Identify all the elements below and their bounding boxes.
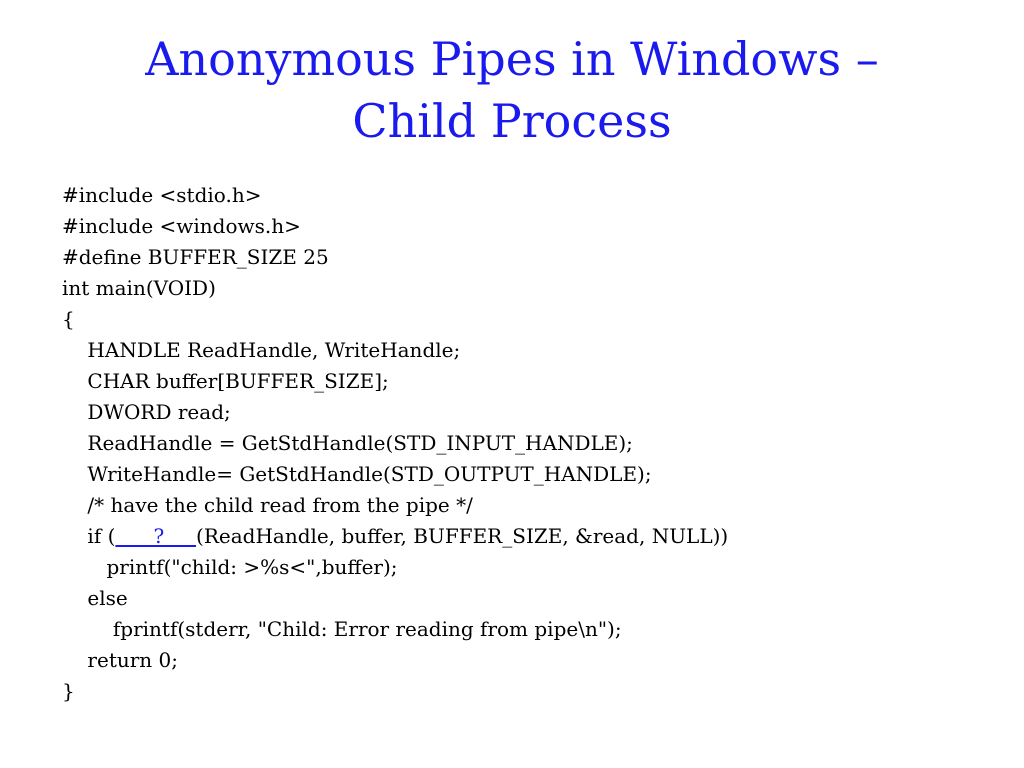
fill-in-blank: ? [115, 524, 197, 548]
code-line-include-stdio: #include <stdio.h> [62, 183, 262, 207]
title-line-1: Anonymous Pipes in Windows – [145, 32, 879, 86]
code-line-write-handle: WriteHandle= GetStdHandle(STD_OUTPUT_HANDLE); [62, 462, 652, 486]
code-line-read-handle: ReadHandle = GetStdHandle(STD_INPUT_HANDLE); [62, 431, 633, 455]
if-suffix: (ReadHandle, buffer, BUFFER_SIZE, &read, NULL)) [196, 524, 729, 548]
code-listing [62, 180, 728, 707]
code-line-include-windows: #include <windows.h> [62, 214, 301, 238]
code-line-comment: /* have the child read from the pipe */ [62, 493, 473, 517]
code-line-fprintf: fprintf(stderr, "Child: Error reading from pipe\n"); [62, 617, 622, 641]
code-line-buffer-decl: CHAR buffer[BUFFER_SIZE]; [62, 369, 389, 393]
code-line-close-brace: } [62, 679, 75, 703]
code-line-define-buffer-size: #define BUFFER_SIZE 25 [62, 245, 329, 269]
code-line-main-signature: int main(VOID) [62, 276, 216, 300]
code-line-open-brace: { [62, 307, 75, 331]
code-line-handle-decl: HANDLE ReadHandle, WriteHandle; [62, 338, 461, 362]
title-line-2: Child Process [352, 94, 672, 148]
slide-title [40, 28, 984, 152]
code-line-printf: printf("child: >%s<",buffer); [62, 555, 398, 579]
code-line-else: else [62, 586, 128, 610]
code-line-return: return 0; [62, 648, 179, 672]
if-prefix: if ( [62, 524, 116, 548]
code-line-dword-decl: DWORD read; [62, 400, 231, 424]
code-line-if-read [62, 521, 728, 552]
